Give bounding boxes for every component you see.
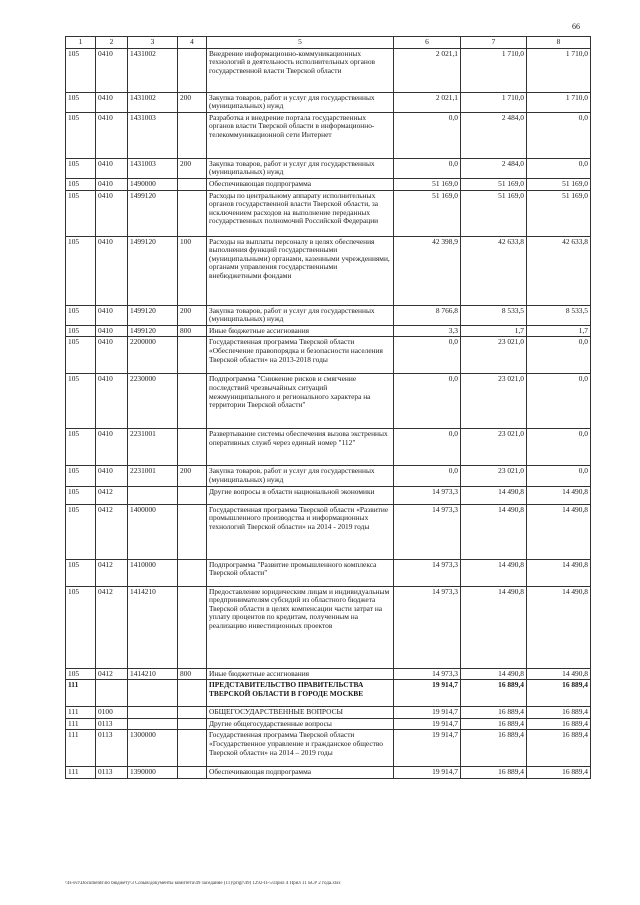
cell-c1: 105 [66, 429, 96, 466]
table-row [66, 504, 591, 559]
cell-v8: 14 490,8 [527, 586, 591, 668]
cell-c3: 1490000 [128, 178, 178, 190]
cell-c1: 105 [66, 337, 96, 374]
cell-c4 [178, 730, 207, 767]
cell-v7: 14 490,8 [461, 586, 527, 668]
cell-c2: 0113 [96, 767, 128, 779]
cell-v7: 16 889,4 [461, 680, 527, 707]
cell-desc: Закупка товаров, работ и услуг для государственных (муниципальных) нужд [207, 466, 394, 486]
cell-c3: 1431003 [128, 112, 178, 158]
cell-c2: 0410 [96, 305, 128, 325]
cell-c3 [128, 718, 178, 730]
cell-v8: 16 889,4 [527, 767, 591, 779]
cell-v8: 16 889,4 [527, 707, 591, 719]
cell-v7: 14 490,8 [461, 668, 527, 680]
cell-desc: Государственная программа Тверской области «Развитие промышленного производства и информационных технологий Тверской области» на 2014 - 2019 годы [207, 504, 394, 559]
cell-c1: 105 [66, 112, 96, 158]
cell-v6: 14 973,3 [394, 504, 461, 559]
cell-c3 [128, 486, 178, 504]
table-row [66, 112, 591, 158]
cell-v7: 16 889,4 [461, 767, 527, 779]
table-row [66, 767, 591, 779]
cell-v8: 14 490,8 [527, 668, 591, 680]
cell-v8: 16 889,4 [527, 718, 591, 730]
cell-c3: 1414210 [128, 668, 178, 680]
cell-desc: Подпрограмма "Развитие промышленного комплекса Тверской области" [207, 559, 394, 586]
cell-v8: 0,0 [527, 429, 591, 466]
table-row [66, 305, 591, 325]
cell-v8: 51 169,0 [527, 178, 591, 190]
cell-c4 [178, 767, 207, 779]
table-row [66, 668, 591, 680]
cell-v6: 19 914,7 [394, 707, 461, 719]
cell-v7: 1 710,0 [461, 48, 527, 92]
cell-v8: 14 490,8 [527, 504, 591, 559]
cell-c3: 2231001 [128, 429, 178, 466]
cell-v7: 16 889,4 [461, 707, 527, 719]
cell-c4 [178, 707, 207, 719]
cell-v6: 2 021,1 [394, 48, 461, 92]
cell-desc: Закупка товаров, работ и услуг для государственных (муниципальных) нужд [207, 92, 394, 112]
cell-c4 [178, 718, 207, 730]
cell-c1: 105 [66, 48, 96, 92]
cell-v7: 2 484,0 [461, 112, 527, 158]
cell-v6: 19 914,7 [394, 680, 461, 707]
table-row [66, 707, 591, 719]
cell-c3: 1499120 [128, 236, 178, 305]
cell-v8: 14 490,8 [527, 486, 591, 504]
cell-c1: 111 [66, 718, 96, 730]
cell-c4 [178, 680, 207, 707]
cell-desc: Развертывание системы обеспечения вызова экстренных оперативных служб через единый номер "112" [207, 429, 394, 466]
cell-desc: Закупка товаров, работ и услуг для государственных (муниципальных) нужд [207, 305, 394, 325]
table-row [66, 158, 591, 178]
cell-c4 [178, 586, 207, 668]
col-header: 6 [394, 37, 461, 49]
cell-c2: 0410 [96, 325, 128, 337]
cell-c3: 1410000 [128, 559, 178, 586]
cell-c4: 100 [178, 236, 207, 305]
cell-desc: Разработка и внедрение портала государственных органов власти Тверской области в информационно-телекоммуникационной сети Интернет [207, 112, 394, 158]
cell-c4 [178, 112, 207, 158]
table-row [66, 429, 591, 466]
cell-v7: 51 169,0 [461, 190, 527, 236]
cell-c4 [178, 559, 207, 586]
cell-v6: 19 914,7 [394, 718, 461, 730]
cell-c3: 1414210 [128, 586, 178, 668]
cell-c4 [178, 504, 207, 559]
cell-v7: 1 710,0 [461, 92, 527, 112]
cell-c1: 105 [66, 305, 96, 325]
cell-c1: 105 [66, 504, 96, 559]
cell-v7: 2 484,0 [461, 158, 527, 178]
cell-v6: 14 973,3 [394, 586, 461, 668]
cell-v6: 0,0 [394, 429, 461, 466]
cell-desc: Расходы на выплаты персоналу в целях обеспечения выполнения функций государственными (муниципальными) органами, казенными учреждениями, органами управления государственными внебюджетными фондами [207, 236, 394, 305]
cell-c2: 0410 [96, 190, 128, 236]
cell-v8: 16 889,4 [527, 680, 591, 707]
cell-c2 [96, 680, 128, 707]
cell-c4: 800 [178, 325, 207, 337]
cell-v8: 8 533,5 [527, 305, 591, 325]
cell-c2: 0412 [96, 586, 128, 668]
cell-c1: 105 [66, 668, 96, 680]
cell-v7: 23 021,0 [461, 466, 527, 486]
page-number: 66 [572, 22, 580, 31]
cell-desc: Другие общегосударственные вопросы [207, 718, 394, 730]
cell-desc: Государственная программа Тверской области «Государственное управление и гражданское общество Тверской области» на 2014 – 2019 годы [207, 730, 394, 767]
cell-c1: 105 [66, 92, 96, 112]
cell-v7: 8 533,5 [461, 305, 527, 325]
cell-c2: 0410 [96, 236, 128, 305]
cell-c2: 0410 [96, 429, 128, 466]
cell-c3: 1431002 [128, 48, 178, 92]
cell-v6: 51 169,0 [394, 190, 461, 236]
cell-desc: Другие вопросы в области национальной экономики [207, 486, 394, 504]
cell-c3: 1400000 [128, 504, 178, 559]
table-row [66, 325, 591, 337]
cell-c1: 111 [66, 767, 96, 779]
cell-c1: 111 [66, 680, 96, 707]
cell-c4 [178, 486, 207, 504]
cell-desc: Расходы по центральному аппарату исполнительных органов государственной власти Тверской области, за исключением расходов на выполнение переданных государственных полномочий Российской Федерации [207, 190, 394, 236]
col-header: 3 [128, 37, 178, 49]
table-row [66, 178, 591, 190]
cell-desc: ОБЩЕГОСУДАРСТВЕННЫЕ ВОПРОСЫ [207, 707, 394, 719]
cell-v6: 0,0 [394, 374, 461, 429]
table-row [66, 680, 591, 707]
cell-v8: 42 633,8 [527, 236, 591, 305]
cell-v6: 0,0 [394, 466, 461, 486]
cell-v8: 51 169,0 [527, 190, 591, 236]
cell-desc: Иные бюджетные ассигнования [207, 668, 394, 680]
cell-v8: 0,0 [527, 158, 591, 178]
cell-v6: 14 973,3 [394, 486, 461, 504]
cell-v7: 16 889,4 [461, 730, 527, 767]
cell-c2: 0412 [96, 504, 128, 559]
cell-desc: Иные бюджетные ассигнования [207, 325, 394, 337]
cell-c4 [178, 429, 207, 466]
cell-c4: 200 [178, 466, 207, 486]
col-header: 5 [207, 37, 394, 49]
cell-v7: 16 889,4 [461, 718, 527, 730]
cell-v7: 14 490,8 [461, 504, 527, 559]
cell-c3 [128, 680, 178, 707]
cell-v6: 0,0 [394, 337, 461, 374]
cell-v6: 19 914,7 [394, 767, 461, 779]
table-row [66, 586, 591, 668]
cell-c1: 105 [66, 486, 96, 504]
cell-v8: 16 889,4 [527, 730, 591, 767]
cell-c2: 0410 [96, 337, 128, 374]
cell-c1: 105 [66, 586, 96, 668]
cell-c3: 1390000 [128, 767, 178, 779]
cell-v7: 1,7 [461, 325, 527, 337]
cell-c2: 0410 [96, 374, 128, 429]
cell-desc: Обеспечивающая подпрограмма [207, 767, 394, 779]
cell-desc: Обеспечивающая подпрограмма [207, 178, 394, 190]
cell-v8: 0,0 [527, 112, 591, 158]
cell-v8: 0,0 [527, 466, 591, 486]
cell-v7: 14 490,8 [461, 486, 527, 504]
cell-v8: 0,0 [527, 337, 591, 374]
cell-c1: 105 [66, 325, 96, 337]
cell-desc: Внедрение информационно-коммуникационных технологий в деятельность исполнительных органов государственной власти Тверской области [207, 48, 394, 92]
cell-desc: Государственная программа Тверской области «Обеспечение правопорядка и безопасности населения Тверской области» на 2013-2018 годы [207, 337, 394, 374]
cell-c3 [128, 707, 178, 719]
cell-c3: 2230000 [128, 374, 178, 429]
cell-c2: 0410 [96, 112, 128, 158]
cell-c2: 0410 [96, 92, 128, 112]
cell-c2: 0113 [96, 730, 128, 767]
cell-v6: 14 973,3 [394, 668, 461, 680]
table-row [66, 718, 591, 730]
table-row [66, 92, 591, 112]
file-path-footer: \\fs-svr\Documents\по бюджету\3 Созыв\документы комитета\49 заседание (11)\prigr\49) 1292-П-5\Прил 4 Прил 11 БСР 2 года.xlsx [65, 881, 341, 886]
cell-c4 [178, 178, 207, 190]
cell-c1: 105 [66, 559, 96, 586]
cell-c4: 200 [178, 158, 207, 178]
cell-v6: 3,3 [394, 325, 461, 337]
cell-c1: 105 [66, 178, 96, 190]
table-row [66, 337, 591, 374]
cell-c4 [178, 374, 207, 429]
table-row [66, 236, 591, 305]
table-row [66, 730, 591, 767]
cell-c4 [178, 48, 207, 92]
cell-c2: 0412 [96, 668, 128, 680]
cell-v6: 51 169,0 [394, 178, 461, 190]
cell-c4: 800 [178, 668, 207, 680]
table-row [66, 190, 591, 236]
cell-v8: 0,0 [527, 374, 591, 429]
cell-c2: 0410 [96, 158, 128, 178]
cell-c3: 1499120 [128, 190, 178, 236]
cell-c3: 1499120 [128, 325, 178, 337]
cell-c1: 105 [66, 158, 96, 178]
cell-v8: 1,7 [527, 325, 591, 337]
cell-c2: 0410 [96, 466, 128, 486]
table-row [66, 486, 591, 504]
cell-c2: 0410 [96, 48, 128, 92]
cell-desc: Закупка товаров, работ и услуг для государственных (муниципальных) нужд [207, 158, 394, 178]
table-row [66, 559, 591, 586]
cell-c1: 105 [66, 236, 96, 305]
cell-c4 [178, 337, 207, 374]
cell-c4: 200 [178, 305, 207, 325]
cell-v7: 23 021,0 [461, 337, 527, 374]
cell-v6: 0,0 [394, 158, 461, 178]
table-row [66, 48, 591, 92]
cell-c2: 0113 [96, 718, 128, 730]
col-header: 4 [178, 37, 207, 49]
cell-c3: 1499120 [128, 305, 178, 325]
cell-c1: 111 [66, 707, 96, 719]
cell-v7: 23 021,0 [461, 429, 527, 466]
cell-c3: 1431003 [128, 158, 178, 178]
cell-v6: 42 398,9 [394, 236, 461, 305]
cell-v7: 23 021,0 [461, 374, 527, 429]
cell-desc: ПРЕДСТАВИТЕЛЬСТВО ПРАВИТЕЛЬСТВА ТВЕРСКОЙ ОБЛАСТИ В ГОРОДЕ МОСКВЕ [207, 680, 394, 707]
col-header: 2 [96, 37, 128, 49]
cell-c4 [178, 190, 207, 236]
cell-c2: 0100 [96, 707, 128, 719]
cell-v6: 0,0 [394, 112, 461, 158]
cell-c1: 105 [66, 374, 96, 429]
col-header: 8 [527, 37, 591, 49]
cell-desc: Предоставление юридическим лицам и индивидуальным предпринимателям субсидий из областного бюджета Тверской области в целях компенсации части затрат на уплату процентов по кредитам, полученным на реализацию инвестиционных проектов [207, 586, 394, 668]
cell-c1: 105 [66, 466, 96, 486]
cell-c2: 0410 [96, 178, 128, 190]
cell-c1: 105 [66, 190, 96, 236]
cell-v8: 1 710,0 [527, 92, 591, 112]
cell-v8: 14 490,8 [527, 559, 591, 586]
cell-v6: 2 021,1 [394, 92, 461, 112]
col-header: 1 [66, 37, 96, 49]
col-header: 7 [461, 37, 527, 49]
cell-c1: 111 [66, 730, 96, 767]
budget-table [65, 36, 591, 779]
header-row [66, 37, 591, 49]
cell-desc: Подпрограмма "Снижение рисков и смягчение последствий чрезвычайных ситуаций межмуниципального и регионального характера на территории Тверской области" [207, 374, 394, 429]
cell-c4: 200 [178, 92, 207, 112]
cell-v6: 19 914,7 [394, 730, 461, 767]
cell-v8: 1 710,0 [527, 48, 591, 92]
cell-c3: 1431002 [128, 92, 178, 112]
cell-c2: 0412 [96, 486, 128, 504]
cell-c3: 2200000 [128, 337, 178, 374]
cell-v7: 14 490,8 [461, 559, 527, 586]
cell-v6: 14 973,3 [394, 559, 461, 586]
table-row [66, 374, 591, 429]
cell-c2: 0412 [96, 559, 128, 586]
cell-c3: 2231001 [128, 466, 178, 486]
cell-c3: 1300000 [128, 730, 178, 767]
cell-v7: 51 169,0 [461, 178, 527, 190]
cell-v7: 42 633,8 [461, 236, 527, 305]
cell-v6: 8 766,8 [394, 305, 461, 325]
table-row [66, 466, 591, 486]
